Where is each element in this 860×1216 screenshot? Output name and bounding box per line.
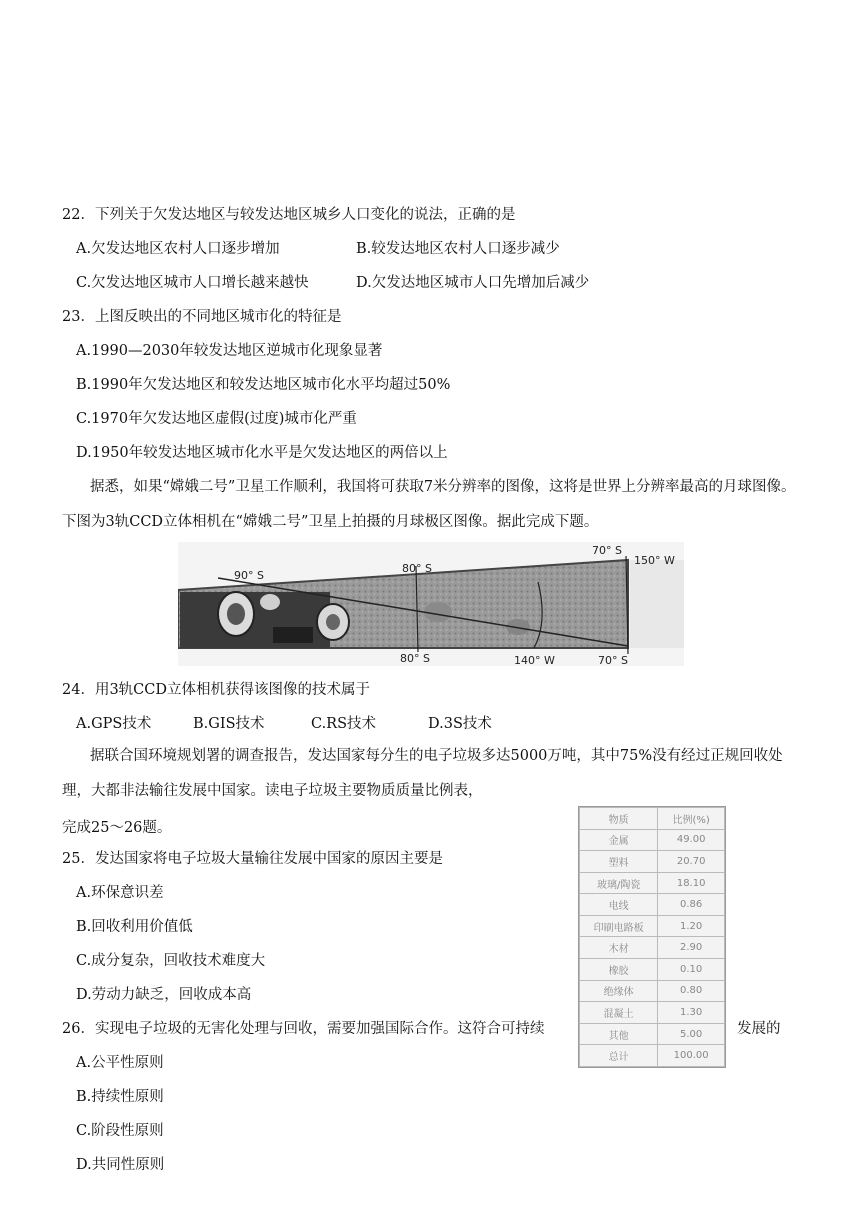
table-header-material: 物质 — [580, 808, 658, 830]
q24-option-d: D.3S技术 — [428, 716, 492, 732]
table-cell: 100.00 — [658, 1045, 725, 1067]
q23-option-b: B.1990年欠发达地区和较发达地区城市化水平均超过50% — [76, 377, 451, 393]
q26-option-c: C.阶段性原则 — [76, 1123, 164, 1139]
table-header-ratio: 比例(%) — [658, 808, 725, 830]
q23-option-c: C.1970年欠发达地区虚假(过度)城市化严重 — [76, 411, 357, 427]
q22-option-d: D.欠发达地区城市人口先增加后减少 — [356, 275, 590, 291]
table-cell: 金属 — [580, 829, 658, 851]
label-140w: 140° W — [514, 654, 555, 666]
table-cell: 0.86 — [658, 894, 725, 916]
q25-stem: 25．发达国家将电子垃圾大量输往发展中国家的原因主要是 — [62, 851, 443, 867]
table-cell: 橡胶 — [580, 959, 658, 981]
table-cell: 绝缘体 — [580, 980, 658, 1002]
q25-option-a: A.环保意识差 — [76, 885, 164, 901]
label-70s-top: 70° S — [592, 544, 622, 557]
passage-ewaste-end: 完成25～26题。 — [62, 820, 172, 836]
q26-option-a: A.公平性原则 — [76, 1055, 164, 1071]
q26-stem: 26．实现电子垃圾的无害化处理与回收，需要加强国际合作。这符合可持续 — [62, 1021, 545, 1037]
q24-option-b: B.GIS技术 — [193, 716, 265, 732]
q25-option-b: B.回收利用价值低 — [76, 919, 193, 935]
table-row — [580, 1023, 725, 1045]
q24-option-a: A.GPS技术 — [76, 716, 152, 732]
table-cell: 其他 — [580, 1023, 658, 1045]
table-row — [580, 894, 725, 916]
table-cell: 0.10 — [658, 959, 725, 981]
table-cell: 印刷电路板 — [580, 915, 658, 937]
table-cell: 1.20 — [658, 915, 725, 937]
label-70s-bottom: 70° S — [598, 654, 628, 666]
lunar-polar-image — [178, 542, 684, 666]
q25-option-c: C.成分复杂，回收技术难度大 — [76, 953, 266, 969]
table-row — [580, 937, 725, 959]
q24-stem: 24．用3轨CCD立体相机获得该图像的技术属于 — [62, 682, 370, 698]
table-cell: 混凝土 — [580, 1002, 658, 1024]
table-row — [580, 959, 725, 981]
table-cell: 2.90 — [658, 937, 725, 959]
table-cell: 0.80 — [658, 980, 725, 1002]
passage-change2: 据悉，如果“嫦娥二号”卫星工作顺利，我国将可获取7米分辨率的图像，这将是世界上分辨率最高的月球图像。下图为3轨CCD立体相机在“嫦娥二号”卫星上拍摄的月球极区图像。据此完成下题。 — [62, 479, 796, 530]
table-row — [580, 1045, 725, 1067]
table-cell: 20.70 — [658, 851, 725, 873]
table-row — [580, 1002, 725, 1024]
q22-stem: 22．下列关于欠发达地区与较发达地区城乡人口变化的说法，正确的是 — [62, 207, 516, 223]
q26-option-d: D.共同性原则 — [76, 1157, 165, 1173]
label-80s-bottom: 80° S — [400, 652, 430, 665]
table-cell: 1.30 — [658, 1002, 725, 1024]
q22-option-c: C.欠发达地区城市人口增长越来越快 — [76, 275, 309, 291]
table-row — [580, 980, 725, 1002]
q26-option-b: B.持续性原则 — [76, 1089, 164, 1105]
table-cell: 塑料 — [580, 851, 658, 873]
table-cell: 玻璃/陶瓷 — [580, 872, 658, 894]
table-row — [580, 829, 725, 851]
q23-option-d: D.1950年较发达地区城市化水平是欠发达地区的两倍以上 — [76, 445, 448, 461]
table-cell: 总计 — [580, 1045, 658, 1067]
table-cell: 木材 — [580, 937, 658, 959]
table-cell: 5.00 — [658, 1023, 725, 1045]
q22-option-b: B.较发达地区农村人口逐步减少 — [356, 241, 560, 257]
label-80s-top: 80° S — [402, 562, 432, 575]
q22-option-a: A.欠发达地区农村人口逐步增加 — [76, 241, 280, 257]
label-150w: 150° W — [634, 554, 675, 567]
table-cell: 18.10 — [658, 872, 725, 894]
table-row — [580, 915, 725, 937]
table-cell: 电线 — [580, 894, 658, 916]
ewaste-material-table — [578, 806, 726, 1068]
q24-option-c: C.RS技术 — [311, 716, 377, 732]
table-row — [580, 851, 725, 873]
table-row — [580, 872, 725, 894]
label-90s: 90° S — [234, 569, 264, 582]
table-cell: 49.00 — [658, 829, 725, 851]
q26-stem-tail: 发展的 — [737, 1021, 781, 1037]
q25-option-d: D.劳动力缺乏，回收成本高 — [76, 987, 252, 1003]
passage-ewaste: 据联合国环境规划署的调查报告，发达国家每分生的电子垃圾多达5000万吨，其中75%没有经过正规回收处理，大都非法输往发展中国家。读电子垃圾主要物质质量比例表， — [62, 748, 783, 799]
q23-option-a: A.1990—2030年较发达地区逆城市化现象显著 — [76, 343, 383, 359]
q23-stem: 23．上图反映出的不同地区城市化的特征是 — [62, 309, 342, 325]
